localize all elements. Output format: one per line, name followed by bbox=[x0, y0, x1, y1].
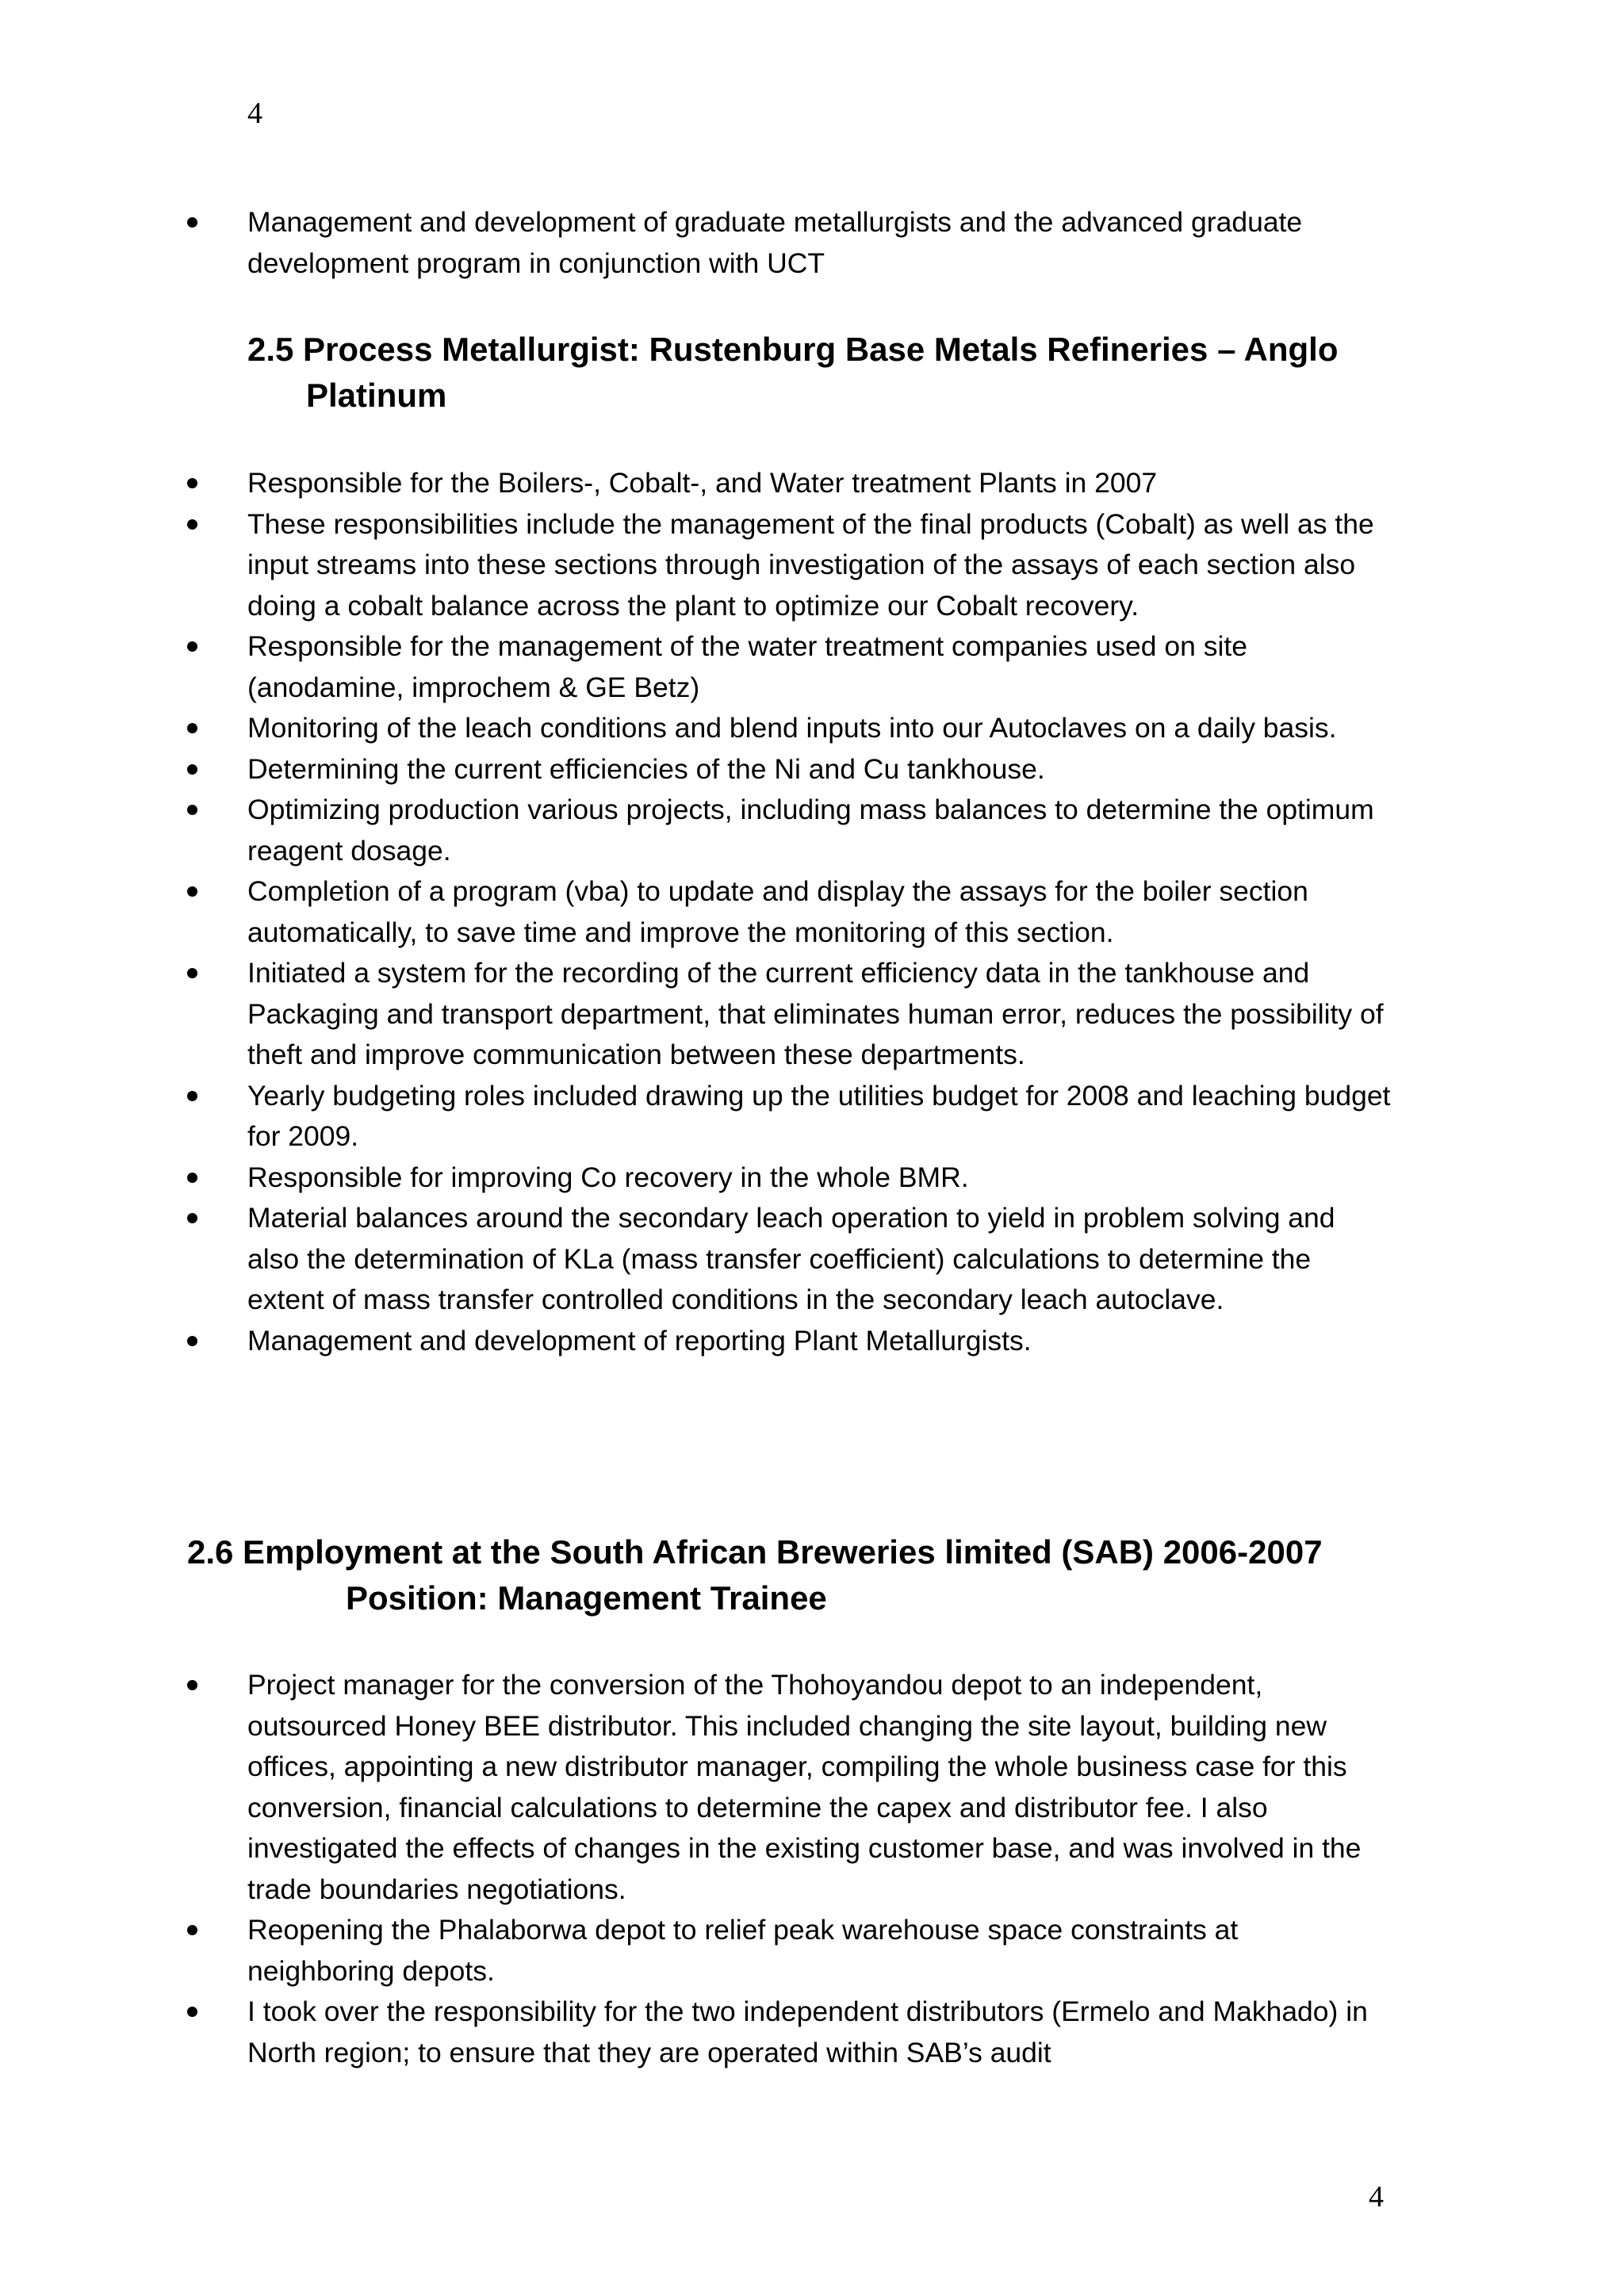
section-2-5-bullet-list bbox=[187, 463, 1392, 1361]
bullet-icon bbox=[187, 968, 197, 978]
bullet-icon bbox=[187, 764, 197, 775]
bullet-icon bbox=[187, 478, 197, 488]
list-item-text: Management and development of reporting Plant Metallurgists. bbox=[247, 1324, 1032, 1357]
list-item bbox=[187, 1158, 1392, 1199]
list-item-text: Determining the current efficiencies of the Ni and Cu tankhouse. bbox=[247, 752, 1045, 785]
list-item bbox=[187, 463, 1392, 504]
list-item-text: Optimizing production various projects, including mass balances to determine the optimum reagent dosage. bbox=[247, 794, 1374, 867]
bullet-icon bbox=[187, 1680, 197, 1690]
bullet-icon bbox=[187, 805, 197, 815]
section-2-6-heading-line1: 2.6 Employment at the South African Breweries limited (SAB) 2006-2007 bbox=[187, 1533, 1323, 1571]
list-item bbox=[187, 749, 1392, 790]
bullet-icon bbox=[187, 886, 197, 897]
bullet-icon bbox=[187, 217, 197, 228]
list-item bbox=[187, 1665, 1392, 1910]
section-2-5-heading-line2: Platinum bbox=[306, 377, 447, 414]
section-2-6-heading bbox=[187, 1529, 1424, 1621]
section-2-6-heading-line2: Position: Management Trainee bbox=[346, 1579, 827, 1617]
intro-bullet-list bbox=[187, 202, 1392, 284]
list-item bbox=[187, 202, 1392, 284]
list-item bbox=[187, 504, 1392, 627]
list-item-text: Monitoring of the leach conditions and blend inputs into our Autoclaves on a daily basis. bbox=[247, 712, 1337, 744]
list-item-text: Reopening the Phalaborwa depot to relief peak warehouse space constraints at neighboring depots. bbox=[247, 1914, 1239, 1987]
list-item-text: Management and development of graduate metallurgists and the advanced graduate development program in conjunction with UCT bbox=[247, 206, 1303, 279]
bullet-icon bbox=[187, 2007, 197, 2017]
section-2-5-heading-line1: 2.5 Process Metallurgist: Rustenburg Base Metals Refineries – Anglo bbox=[247, 331, 1339, 368]
list-item-text: Yearly budgeting roles included drawing up the utilities budget for 2008 and leaching budget for 2009. bbox=[247, 1079, 1391, 1152]
page-number-bottom: 4 bbox=[1369, 2180, 1384, 2214]
bullet-icon bbox=[187, 1213, 197, 1223]
list-item-text: Responsible for the management of the water treatment companies used on site (anodamine, improchem & GE Betz) bbox=[247, 630, 1247, 703]
bullet-icon bbox=[187, 723, 197, 733]
list-item bbox=[187, 790, 1392, 871]
section-2-6-bullet-list bbox=[187, 1665, 1392, 2073]
section-2-5-heading bbox=[247, 327, 1397, 419]
list-item-text: Responsible for improving Co recovery in the whole BMR. bbox=[247, 1161, 969, 1193]
bullet-icon bbox=[187, 641, 197, 652]
page-number-top: 4 bbox=[247, 97, 262, 130]
bullet-icon bbox=[187, 1336, 197, 1346]
list-item-text: I took over the responsibility for the two independent distributors (Ermelo and Makhado) in North region; to ensure that they are operated within SAB’s audit bbox=[247, 1996, 1368, 2068]
list-item-text: These responsibilities include the management of the final products (Cobalt) as well as the input streams into these sections through investigation of the assays of each section also doing a cobalt balance across the plant to optimize our Cobalt recovery. bbox=[247, 507, 1374, 622]
list-item-text: Project manager for the conversion of the Thohoyandou depot to an independent, outsourced Honey BEE distributor. This included changing the site layout, building new offices, appointing a new distributor manager, compiling the whole business case for this conversion, financial calculations to determine the capex and distributor fee. I also investigated the effects of changes in the existing customer base, and was involved in the trade boundaries negotiations. bbox=[247, 1669, 1362, 1905]
list-item bbox=[187, 626, 1392, 708]
list-item-text: Completion of a program (vba) to update and display the assays for the boiler section automatically, to save time and improve the monitoring of this section. bbox=[247, 875, 1308, 948]
list-item-text: Material balances around the secondary leach operation to yield in problem solving and also the determination of KLa (mass transfer coefficient) calculations to determine the extent of mass transfer controlled conditions in the secondary leach autoclave. bbox=[247, 1202, 1335, 1315]
list-item bbox=[187, 1992, 1392, 2073]
list-item bbox=[187, 1198, 1392, 1321]
bullet-icon bbox=[187, 1091, 197, 1101]
list-item bbox=[187, 871, 1392, 953]
list-item bbox=[187, 1910, 1392, 1992]
list-item bbox=[187, 1076, 1392, 1158]
list-item bbox=[187, 708, 1392, 749]
list-item-text: Responsible for the Boilers-, Cobalt-, and Water treatment Plants in 2007 bbox=[247, 467, 1158, 499]
bullet-icon bbox=[187, 519, 197, 530]
list-item bbox=[187, 1321, 1392, 1362]
list-item-text: Initiated a system for the recording of the current efficiency data in the tankhouse and Packaging and transport department, that eliminates human error, reduces the possibility of theft and improve communication between these departments. bbox=[247, 957, 1384, 1070]
bullet-icon bbox=[187, 1925, 197, 1935]
list-item bbox=[187, 953, 1392, 1076]
bullet-icon bbox=[187, 1173, 197, 1183]
